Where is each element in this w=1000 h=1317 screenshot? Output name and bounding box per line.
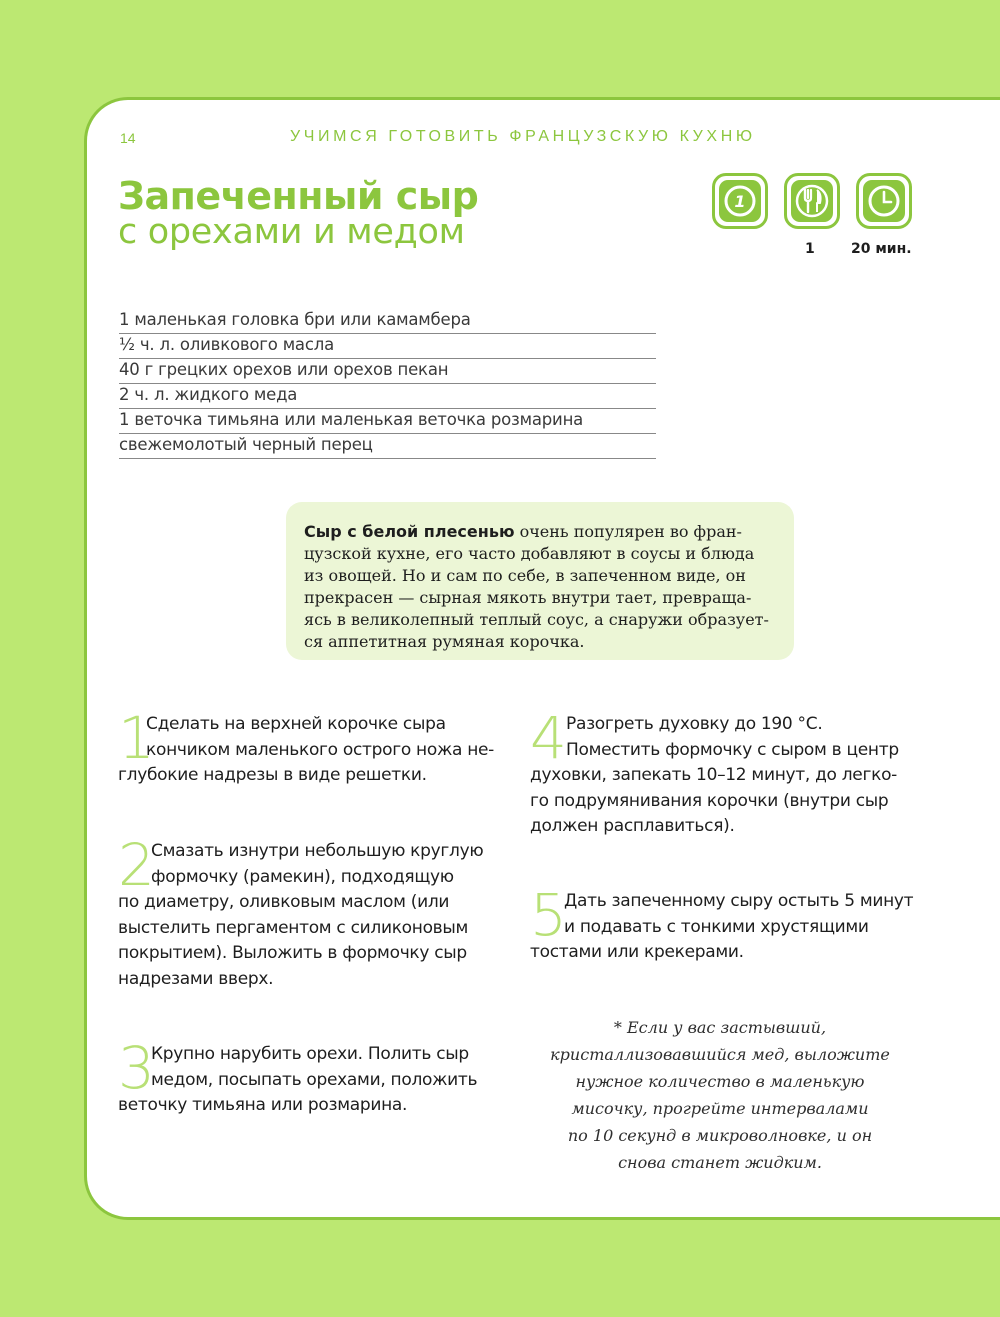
note-line: кристаллизовавшийся мед, выложите: [550, 1045, 890, 1064]
page-number: 14: [120, 130, 136, 146]
step-line: и подавать с тонкими хрустящими: [564, 916, 869, 937]
tip-line: ясь в великолепный теплый соус, а снаружи образует-: [304, 610, 769, 629]
step-number: 5: [530, 881, 567, 949]
tip-box: [286, 502, 794, 660]
note-line: по 10 секунд в микроволновке, и он: [567, 1126, 873, 1145]
step-line: кончиком маленького острого ножа не-: [146, 739, 495, 760]
step-line: медом, посыпать орехами, положить: [151, 1069, 478, 1090]
step-line: покрытием). Выложить в формочку сыр: [118, 943, 467, 963]
honey-note: [550, 1014, 890, 1176]
step-number: 2: [118, 831, 155, 899]
ingredient-item: ½ ч. л. оливкового масла: [119, 334, 656, 359]
tip-line: ся аппетитная румяная корочка.: [304, 632, 585, 651]
step-5: [530, 881, 914, 966]
step-line: должен расплавиться).: [530, 816, 735, 836]
step-line: веточку тимьяна или розмарина.: [118, 1095, 408, 1115]
recipe-subtitle: с орехами и медом: [118, 212, 465, 252]
step-line: го подрумянивания корочки (внутри сыр: [530, 790, 889, 811]
step-line: формочку (рамекин), подходящую: [151, 866, 454, 887]
tip-bold-term: Сыр с белой плесенью: [304, 522, 515, 541]
difficulty-icon-label: 1: [734, 192, 746, 211]
note-line: нужное количество в маленькую: [575, 1072, 865, 1091]
tip-line: очень популярен во фран-: [514, 522, 742, 541]
ingredient-list: [119, 309, 656, 459]
step-line: духовки, запекать 10–12 минут, до легко-: [530, 765, 898, 785]
step-line: Смазать изнутри небольшую круглую: [151, 841, 484, 861]
fork-knife-icon: [784, 173, 840, 229]
clock-icon: [856, 173, 912, 229]
time-value: 20 мин.: [851, 241, 912, 257]
step-line: тостами или крекерами.: [530, 942, 744, 962]
tip-line: из овощей. Но и сам по себе, в запеченном виде, он: [304, 566, 746, 585]
step-number: 3: [118, 1034, 155, 1102]
tip-line: прекрасен — сырная мякоть внутри тает, превраща-: [304, 588, 752, 607]
step-line: Поместить формочку с сыром в центр: [566, 739, 899, 760]
step-line: Крупно нарубить орехи. Полить сыр: [151, 1044, 469, 1064]
ingredient-item: 40 г грецких орехов или орехов пекан: [119, 359, 656, 384]
step-4: [530, 704, 899, 840]
step-line: Сделать на верхней корочке сыра: [146, 714, 446, 734]
recipe-title: Запеченный сыр: [118, 174, 479, 218]
step-2: [118, 831, 484, 992]
step-line: Разогреть духовку до 190 °С.: [566, 714, 823, 734]
step-line: выстелить пергаментом с силиконовым: [118, 917, 469, 938]
step-line: надрезами вверх.: [118, 968, 274, 989]
note-line: мисочку, прогрейте интервалами: [571, 1099, 869, 1118]
step-line: Дать запеченному сыру остыть 5 минут: [564, 891, 914, 911]
ingredient-item: 1 веточка тимьяна или маленькая веточка розмарина: [119, 409, 656, 434]
servings-value: 1: [805, 241, 815, 257]
step-line: глубокие надрезы в виде решетки.: [118, 765, 427, 785]
step-number: 1: [118, 704, 155, 772]
ingredient-item: 2 ч. л. жидкого меда: [119, 384, 656, 409]
tip-line: цузской кухне, его часто добавляют в соусы и блюда: [304, 544, 755, 563]
note-line: * Если у вас застывший,: [613, 1018, 827, 1037]
ingredient-item: 1 маленькая головка бри или камамбера: [119, 309, 656, 334]
step-3: [118, 1034, 478, 1119]
step-1: [118, 704, 495, 789]
ingredient-item: свежемолотый черный перец: [119, 434, 656, 459]
difficulty-icon: [712, 173, 768, 229]
step-line: по диаметру, оливковым маслом (или: [118, 892, 450, 912]
note-line: снова станет жидким.: [618, 1153, 822, 1172]
step-number: 4: [530, 704, 567, 772]
running-title: УЧИМСЯ ГОТОВИТЬ ФРАНЦУЗСКУЮ КУХНЮ: [290, 128, 756, 145]
